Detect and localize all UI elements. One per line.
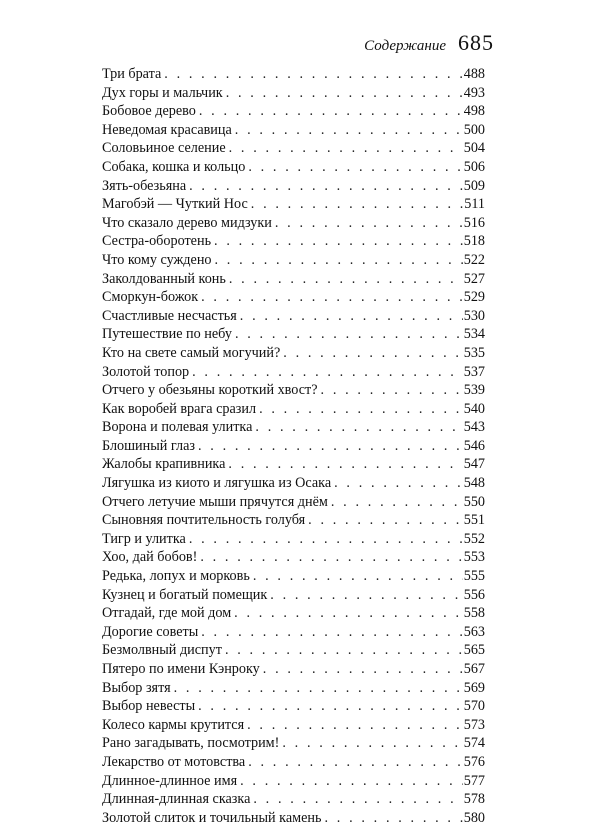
toc-entry-page: 537 [463,363,485,380]
toc-entry-page: 574 [463,735,485,752]
toc-entry-title: Соловьиное селение [102,140,226,157]
toc-entry-title: Дух горы и мальчик [102,84,223,101]
toc-entry-page: 488 [463,66,485,82]
toc-entry-page: 534 [463,326,485,343]
toc-entry [102,567,485,586]
toc-entry-page: 552 [463,530,485,547]
toc-entry-title: Выбор невесты [102,698,196,715]
toc-entry [102,65,485,84]
toc-entry-page: 535 [463,344,485,361]
dot-leader [214,232,463,251]
toc-entry-title: Зять-обезьяна [102,177,187,194]
dot-leader [201,288,463,307]
toc-entry-page: 570 [463,698,485,715]
toc-entry-page: 506 [463,158,485,175]
toc-entry-title: Сморкун-божок [102,289,199,306]
dot-leader [253,790,462,809]
dot-leader [331,493,463,512]
toc-entry-page: 504 [463,140,485,157]
dot-leader [253,567,463,586]
toc-entry-title: Магобэй — Чуткий Нос [102,196,248,213]
dot-leader [321,381,463,400]
toc-entry [102,474,485,493]
toc-entry [102,344,485,363]
toc-entry [102,84,485,103]
toc-entry-page: 543 [463,419,485,436]
toc-entry [102,437,485,456]
toc-entry [102,493,485,512]
dot-leader [198,437,463,456]
dot-leader [263,660,463,679]
toc-entry [102,418,485,437]
toc-entry-title: Рано загадывать, посмотрим! [102,735,280,752]
dot-leader [226,84,463,103]
toc-entry-title: Сестра-оборотень [102,233,212,250]
toc-entry-page: 563 [463,623,485,640]
page-header [364,30,494,56]
toc-entry [102,232,485,251]
toc-entry-title: Путешествие по небу [102,326,232,343]
dot-leader [334,474,463,493]
toc-entry-page: 555 [463,568,485,585]
toc-entry-page: 511 [464,196,485,213]
toc-entry [102,177,485,196]
toc-entry-title: Лягушка из киото и лягушка из Осака [102,475,332,492]
dot-leader [255,418,462,437]
toc-entry-page: 576 [463,753,485,770]
dot-leader [251,195,463,214]
dot-leader [228,455,462,474]
toc-entry-title: Блошиный глаз [102,437,195,454]
dot-leader [174,679,463,698]
dot-leader [198,697,463,716]
toc-entry [102,121,485,140]
toc-entry-page: 500 [463,121,485,138]
dot-leader [234,604,463,623]
dot-leader [248,753,463,772]
toc-entry-page: 553 [463,549,485,566]
toc-entry-title: Ворона и полевая улитка [102,419,253,436]
toc-entry-title: Выбор зятя [102,679,171,696]
dot-leader [235,325,463,344]
dot-leader [308,511,463,530]
toc-entry-page: 546 [463,437,485,454]
toc-entry-page: 547 [463,456,485,473]
toc-entry-page: 558 [463,605,485,622]
dot-leader [325,809,463,827]
toc-entry-title: Хоо, дай бобов! [102,549,198,566]
toc-entry [102,214,485,233]
toc-entry-title: Длинное-длинное имя [102,772,238,789]
toc-entry-page: 527 [463,270,485,287]
toc-entry [102,400,485,419]
page-number: 685 [458,30,494,55]
toc-entry-page: 522 [463,251,485,268]
dot-leader [192,363,463,382]
toc-entry-page: 518 [463,233,485,250]
toc-entry [102,604,485,623]
toc-entry-title: Неведомая красавица [102,121,232,138]
dot-leader [199,102,463,121]
toc-entry [102,139,485,158]
toc-entry-title: Сыновняя почтительность голубя [102,512,306,529]
toc-entry [102,734,485,753]
toc-entry-page: 556 [463,586,485,603]
dot-leader [189,530,463,549]
dot-leader [225,641,463,660]
toc-entry [102,158,485,177]
toc-entry [102,548,485,567]
toc-entry-title: Редька, лопух и морковь [102,568,250,585]
toc-entry-page: 548 [463,475,485,492]
dot-leader [275,214,463,233]
toc-entry-title: Бобовое дерево [102,103,196,120]
toc-entry-page: 565 [463,642,485,659]
dot-leader [200,548,462,567]
toc-entry-title: Отчего у обезьяны короткий хвост? [102,382,318,399]
toc-entry [102,660,485,679]
toc-entry-title: Что сказало дерево мидзуки [102,214,272,231]
running-header-title: Содержание [364,38,446,54]
dot-leader [164,65,462,84]
toc-entry-page: 550 [463,493,485,510]
toc-entry-page: 516 [463,214,485,231]
toc-entry-title: Отгадай, где мой дом [102,605,232,622]
dot-leader [248,158,462,177]
toc-entry-page: 540 [463,400,485,417]
toc-entry-title: Отчего летучие мыши прячутся днём [102,493,328,510]
toc-entry-title: Золотой слиток и точильный камень [102,809,322,826]
toc-entry-title: Кузнец и богатый помещик [102,586,268,603]
toc-entry-page: 580 [463,809,485,826]
dot-leader [235,121,463,140]
dot-leader [215,251,463,270]
toc-entry-title: Счастливые несчастья [102,307,237,324]
toc-entry-page: 530 [463,307,485,324]
toc-entry-page: 567 [463,661,485,677]
toc-entry-title: Кто на свете самый могучий? [102,344,281,361]
toc-entry-title: Дорогие советы [102,623,199,640]
toc-entry [102,270,485,289]
toc-entry [102,511,485,530]
dot-leader [259,400,463,419]
toc-entry [102,455,485,474]
toc-entry-page: 539 [463,382,485,399]
toc-entry [102,697,485,716]
dot-leader [282,734,462,753]
toc-entry-title: Собака, кошка и кольцо [102,158,246,175]
toc-entry-title: Лекарство от мотовства [102,753,246,770]
toc-entry-title: Длинная-длинная сказка [102,791,251,808]
toc-entry-page: 577 [463,772,485,789]
dot-leader [247,716,463,735]
toc-entry [102,623,485,642]
toc-entry-title: Три брата [102,66,162,82]
toc-entry-title: Тигр и улитка [102,530,186,547]
toc-entry [102,288,485,307]
toc-entry-page: 573 [463,716,485,733]
table-of-contents [102,65,485,827]
toc-entry-page: 509 [463,177,485,194]
dot-leader [201,623,462,642]
toc-entry-page: 551 [463,512,485,529]
toc-entry [102,307,485,326]
toc-entry-title: Золотой топор [102,363,190,380]
toc-entry-title: Заколдованный конь [102,270,226,287]
toc-entry [102,809,485,827]
toc-entry [102,772,485,791]
dot-leader [283,344,462,363]
toc-entry-page: 529 [463,289,485,306]
toc-entry-title: Что кому суждено [102,251,212,268]
toc-entry [102,251,485,270]
toc-entry [102,753,485,772]
toc-entry [102,195,485,214]
toc-entry-title: Безмолвный диспут [102,642,222,659]
toc-entry [102,102,485,121]
dot-leader [229,270,463,289]
toc-entry [102,716,485,735]
toc-entry [102,790,485,809]
toc-entry-title: Колесо кармы крутится [102,716,245,733]
dot-leader [240,307,463,326]
toc-entry-page: 569 [463,679,485,696]
toc-entry [102,381,485,400]
toc-entry [102,641,485,660]
toc-entry [102,679,485,698]
toc-entry [102,325,485,344]
toc-entry-title: Жалобы крапивника [102,456,226,473]
dot-leader [229,139,463,158]
toc-entry [102,586,485,605]
toc-entry [102,530,485,549]
toc-entry-title: Как воробей врага сразил [102,400,257,417]
toc-entry [102,363,485,382]
dot-leader [240,772,463,791]
toc-entry-page: 498 [463,103,485,120]
toc-entry-title: Пятеро по имени Кэнроку [102,661,260,677]
toc-entry-page: 578 [463,791,485,808]
toc-entry-page: 493 [463,84,485,101]
dot-leader [270,586,462,605]
dot-leader [189,177,463,196]
